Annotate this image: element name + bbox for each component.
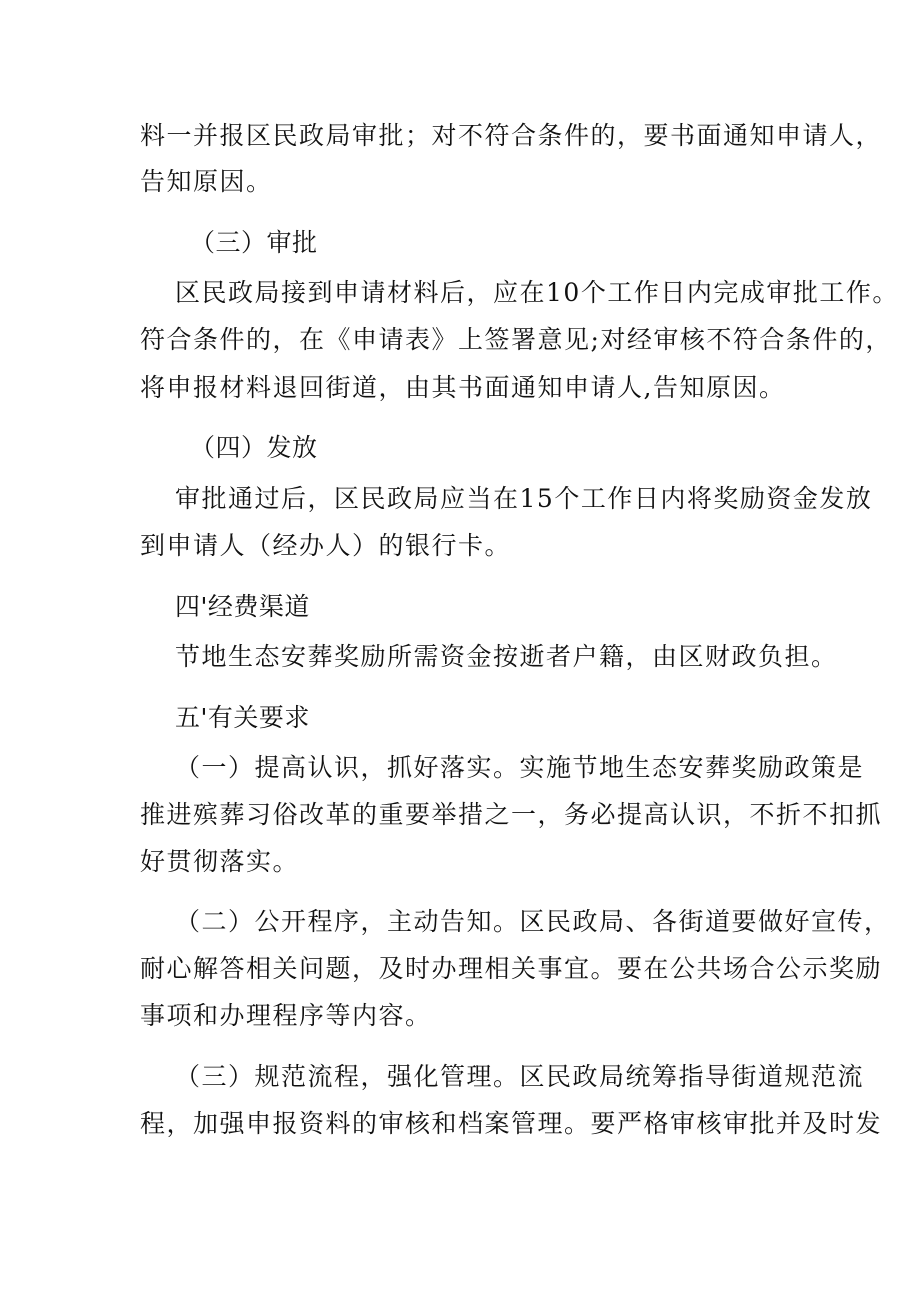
paragraph-line: 耐心解答相关问题，及时办理相关事宜。要在公共场合公示奖励 [140, 954, 883, 983]
paragraph-line: 到申请人（经办人）的银行卡。 [140, 531, 512, 560]
paragraph-line: 区民政局接到申请材料后，应在10个工作日内完成审批工作。 [175, 278, 899, 307]
subsection-heading-disbursement: （四）发放 [190, 433, 318, 462]
paragraph-line: 推进殡葬习俗改革的重要举措之一，务必提高认识，不折不扣抓 [140, 800, 883, 829]
paragraph-line: 程，加强申报资料的审核和档案管理。要严格审核审批并及时发 [140, 1109, 883, 1138]
paragraph-line: 将申报材料退回街道，由其书面通知申请人,告知原因。 [140, 373, 786, 402]
section-heading-funding: 四'经费渠道 [175, 592, 310, 621]
paragraph-line: 事项和办理程序等内容。 [140, 1001, 432, 1030]
paragraph-line: （一）提高认识，抓好落实。实施节地生态安葬奖励政策是 [175, 753, 865, 782]
subsection-heading-approval: （三）审批 [190, 228, 318, 257]
paragraph-line: 节地生态安葬奖励所需资金按逝者户籍，由区财政负担。 [175, 642, 838, 671]
paragraph-line: 符合条件的，在《申请表》上签署意见;对经审核不符合条件的， [140, 325, 892, 354]
paragraph-line: 审批通过后，区民政局应当在15个工作日内将奖励资金发放 [175, 484, 873, 513]
paragraph-line: （二）公开程序，主动告知。区民政局、各街道要做好宣传， [175, 907, 891, 936]
paragraph-line: 好贯彻落实。 [140, 847, 300, 876]
section-heading-requirements: 五'有关要求 [175, 703, 310, 732]
paragraph-line: 告知原因。 [140, 167, 273, 196]
paragraph-line: （三）规范流程，强化管理。区民政局统筹指导街道规范流 [175, 1062, 865, 1091]
paragraph-line: 料一并报区民政局审批；对不符合条件的，要书面通知申请人， [140, 121, 883, 150]
